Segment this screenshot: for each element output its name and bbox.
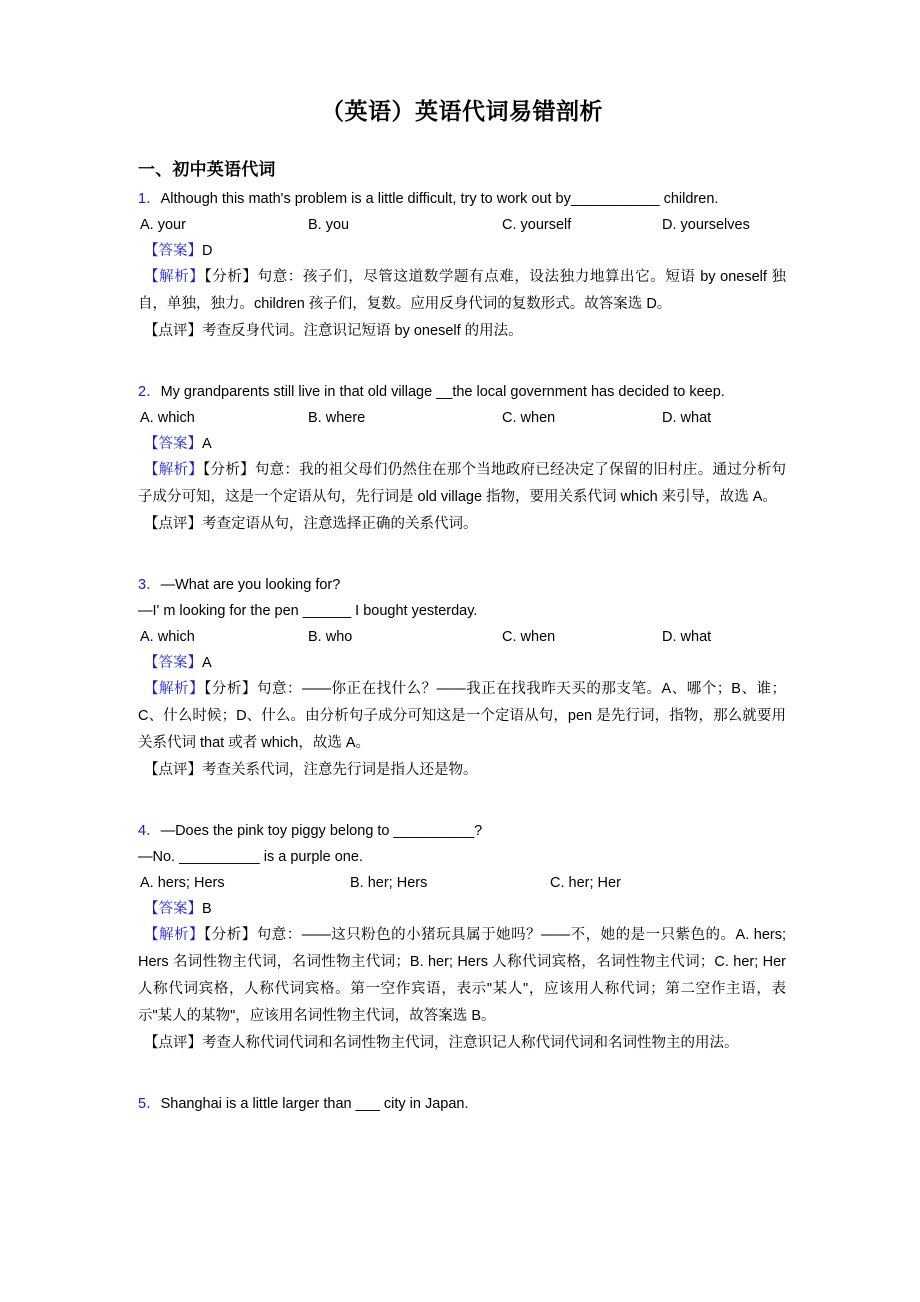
question-block [138, 186, 786, 345]
question-block [138, 1091, 786, 1117]
options-row [138, 212, 786, 238]
options-row [138, 624, 786, 650]
comment-text: 考查反身代词。注意识记短语 by oneself 的用法。 [202, 322, 523, 339]
analysis-label: 【解析】 [144, 268, 205, 285]
question-block [138, 818, 786, 1057]
question-number: 1． [138, 190, 161, 207]
option-d[interactable]: D. yourselves [662, 216, 750, 233]
analysis-sub-label: 【分析】 [204, 680, 257, 697]
question-block [138, 572, 786, 784]
question-extra-line: —I' m looking for the pen ______ I bought yesterday. [138, 602, 478, 619]
question-number: 2． [138, 383, 161, 400]
comment-text: 考查定语从句，注意选择正确的关系代词。 [202, 515, 478, 532]
page-title: （英语）英语代词易错剖析 [321, 99, 603, 125]
document-content [138, 96, 786, 1151]
question-number: 4． [138, 822, 161, 839]
answer-label: 【答案】 [144, 900, 202, 917]
option-b[interactable]: B. who [308, 628, 353, 645]
analysis-block [138, 922, 786, 1030]
analysis-label: 【解析】 [144, 926, 204, 943]
answer-value: B [202, 900, 212, 917]
question-stem [138, 818, 786, 844]
question-extra-line: —No. __________ is a purple one. [138, 848, 363, 865]
answer-label: 【答案】 [144, 242, 202, 259]
question-text: Although this math's problem is a little difficult, try to work out by___________ children. [160, 190, 719, 207]
option-b[interactable]: B. her; Hers [350, 874, 428, 891]
question-stem [138, 186, 786, 212]
option-a[interactable]: A. your [140, 216, 186, 233]
answer-line [138, 238, 786, 264]
answer-line [138, 896, 786, 922]
option-c[interactable]: C. when [502, 409, 556, 426]
analysis-sub-label: 【分析】 [204, 268, 258, 285]
options-row [138, 870, 786, 896]
question-block [138, 379, 786, 538]
analysis-text: 句意：孩子们，尽管这道数学题有点难，设法独力地算出它。短语 by oneself 独自，单独，独力。children 孩子们，复数。应用反身代词的复数形式。故答案选 D。 [138, 268, 787, 312]
option-a[interactable]: A. which [140, 409, 195, 426]
option-b[interactable]: B. where [308, 409, 366, 426]
answer-label: 【答案】 [144, 654, 202, 671]
answer-line [138, 431, 786, 457]
option-b[interactable]: B. you [308, 216, 350, 233]
question-stem [138, 379, 786, 405]
analysis-block [138, 676, 786, 757]
comment-label: 【点评】 [144, 322, 202, 339]
analysis-block [138, 457, 786, 511]
option-c[interactable]: C. her; Her [550, 874, 621, 891]
question-number: 3． [138, 576, 161, 593]
question-text: Shanghai is a little larger than ___ city in Japan. [160, 1095, 469, 1112]
comment-label: 【点评】 [144, 1034, 202, 1051]
option-c[interactable]: C. yourself [502, 216, 572, 233]
comment-block [138, 757, 786, 784]
section-heading: 一、初中英语代词 [138, 160, 276, 181]
analysis-text: 句意：——这只粉色的小猪玩具属于她吗？——不，她的是一只紫色的。A. hers; Hers 名词性物主代词，名词性物主代词；B. her; Hers 人称代词宾格，名词性物主代词；C. her; Her 人称代词宾格，人称代词宾格。第一空作宾语，表示"某人"，应该用人称代词；第二空作主语，表示"某人的某物"，应该用名词性物主代词，故答案选 B。 [138, 926, 787, 1024]
comment-label: 【点评】 [144, 515, 202, 532]
answer-value: A [202, 654, 212, 671]
option-c[interactable]: C. when [502, 628, 556, 645]
option-d[interactable]: D. what [662, 409, 712, 426]
analysis-text: 句意：我的祖父母们仍然住在那个当地政府已经决定了保留的旧村庄。通过分析句子成分可知，这是一个定语从句，先行词是 old village 指物，要用关系代词 which 来引导，故选 A。 [138, 461, 786, 505]
analysis-label: 【解析】 [144, 461, 204, 478]
question-stem [138, 572, 786, 598]
options-row [138, 405, 786, 431]
analysis-sub-label: 【分析】 [203, 461, 255, 478]
option-a[interactable]: A. which [140, 628, 195, 645]
question-text: My grandparents still live in that old village __the local government has decided to keep. [160, 383, 725, 400]
comment-text: 考查关系代词，注意先行词是指人还是物。 [202, 761, 478, 778]
answer-value: D [202, 242, 213, 259]
answer-label: 【答案】 [144, 435, 202, 452]
analysis-label: 【解析】 [144, 680, 205, 697]
analysis-text: 句意：——你正在找什么？——我正在找我昨天买的那支笔。A、哪个；B、谁；C、什么时候；D、什么。由分析句子成分可知这是一个定语从句，pen 是先行词，指物，那么就要用关系代词 that 或者 which，故选 A。 [138, 680, 787, 751]
answer-value: A [202, 435, 212, 452]
answer-line [138, 650, 786, 676]
comment-block [138, 1030, 786, 1057]
option-a[interactable]: A. hers; Hers [140, 874, 225, 891]
analysis-sub-label: 【分析】 [203, 926, 257, 943]
option-d[interactable]: D. what [662, 628, 712, 645]
question-text: —Does the pink toy piggy belong to __________? [160, 822, 483, 839]
comment-block [138, 318, 786, 345]
question-stem [138, 1091, 786, 1117]
analysis-block [138, 264, 786, 318]
comment-block [138, 511, 786, 538]
comment-text: 考查人称代词代词和名词性物主代词，注意识记人称代词代词和名词性物主的用法。 [202, 1034, 739, 1051]
comment-label: 【点评】 [144, 761, 202, 778]
question-text: —What are you looking for? [160, 576, 341, 593]
question-number: 5． [138, 1095, 161, 1112]
